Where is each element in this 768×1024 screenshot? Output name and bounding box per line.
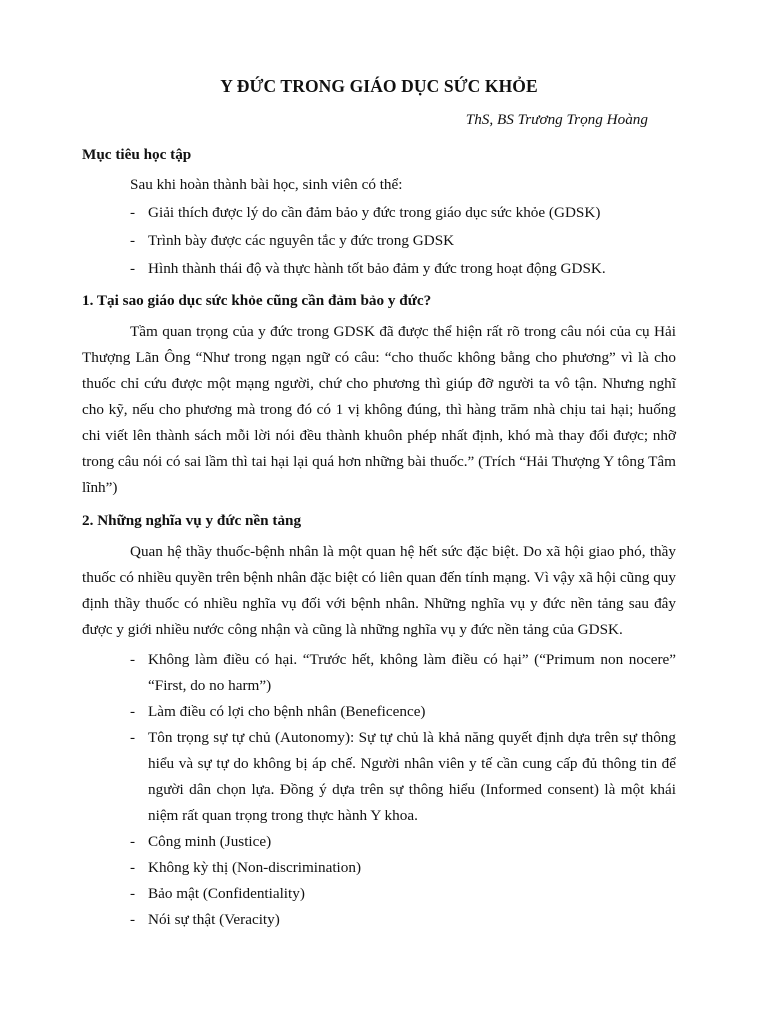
bullet-dash: - [130,651,136,668]
bullet-dash: - [130,729,136,746]
duties-list [82,647,676,933]
list-item-text: Công minh (Justice) [148,833,272,850]
list-item [82,881,676,907]
list-item [82,907,676,933]
bullet-dash: - [130,885,136,902]
bullet-dash: - [130,204,136,221]
list-item-text: Tôn trọng sự tự chủ (Autonomy): Sự tự chủ là khả năng quyết định dựa trên sự thông hiểu và sự tự do không bị áp chế. Người nhân viên y tế cần cung cấp đủ thông tin để người dân chọn lựa. Đồng ý dựa trên sự thông hiểu (Informed consent) là một khái niệm rất quan trọng trong thực hành Y khoa. [148,729,676,824]
objectives-list [82,199,676,283]
list-item-text: Nói sự thật (Veracity) [148,911,280,928]
document-page [82,70,676,933]
document-title: Y ĐỨC TRONG GIÁO DỤC SỨC KHỎE [220,76,538,96]
list-item [82,829,676,855]
bullet-dash: - [130,260,136,277]
list-item [82,227,676,255]
bullet-dash: - [130,232,136,249]
list-item-text: Làm điều có lợi cho bệnh nhân (Beneficence) [148,703,426,720]
section1-paragraph: Tầm quan trọng của y đức trong GDSK đã được thể hiện rất rõ trong câu nói của cụ Hải Thượng Lãn Ông “Như trong ngạn ngữ có câu: “cho thuốc không bằng cho phương” vì là cho thuốc chỉ cứu được một mạng người, chứ cho phương thì giúp đỡ người ta vô tận. Nhưng nghĩ cho kỹ, nếu cho phương mà trong đó có 1 vị không đúng, thì hàng trăm nhà chịu tai hại; huống chi viết lên thành sách mỗi lời nói đều thành khuôn phép nhất định, khó mà thay đổi được; nhỡ trong câu nói có sai lầm thì tai hại lại quá hơn những bài thuốc.” (Trích “Hải Thượng Y tông Tâm lĩnh”) [82,323,676,496]
list-item [82,855,676,881]
list-item [82,725,676,829]
bullet-dash: - [130,833,136,850]
section2-heading: 2. Những nghĩa vụ y đức nền tảng [82,512,302,529]
objectives-heading: Mục tiêu học tập [82,146,192,163]
list-item [82,255,676,283]
list-item-text: Không kỳ thị (Non-discrimination) [148,859,362,876]
bullet-dash: - [130,911,136,928]
list-item [82,199,676,227]
author-line: ThS, BS Trương Trọng Hoàng [465,111,648,128]
list-item-text: Giải thích được lý do cần đảm bảo y đức trong giáo dục sức khỏe (GDSK) [148,204,601,221]
list-item [82,699,676,725]
bullet-dash: - [130,859,136,876]
bullet-dash: - [130,703,136,720]
list-item-text: Bảo mật (Confidentiality) [148,885,305,902]
objectives-intro: Sau khi hoàn thành bài học, sinh viên có thể: [130,176,403,193]
section2-paragraph: Quan hệ thầy thuốc-bệnh nhân là một quan hệ hết sức đặc biệt. Do xã hội giao phó, thầy thuốc có nhiều quyền trên bệnh nhân đặc biệt có liên quan đến tính mạng. Vì vậy xã hội cũng quy định thầy thuốc có nhiều nghĩa vụ đối với bệnh nhân. Những nghĩa vụ y đức nền tảng sau đây được y giới nhiều nước công nhận và cũng là những nghĩa vụ y đức nền tảng của GDSK. [82,543,676,638]
list-item-text: Không làm điều có hại. “Trước hết, không làm điều có hại” (“Primum non nocere” “First, do no harm”) [148,651,676,694]
section1-heading: 1. Tại sao giáo dục sức khỏe cũng cần đảm bảo y đức? [82,292,432,309]
list-item [82,647,676,699]
list-item-text: Trình bày được các nguyên tắc y đức trong GDSK [148,232,455,249]
list-item-text: Hình thành thái độ và thực hành tốt bảo đảm y đức trong hoạt động GDSK. [148,260,606,277]
